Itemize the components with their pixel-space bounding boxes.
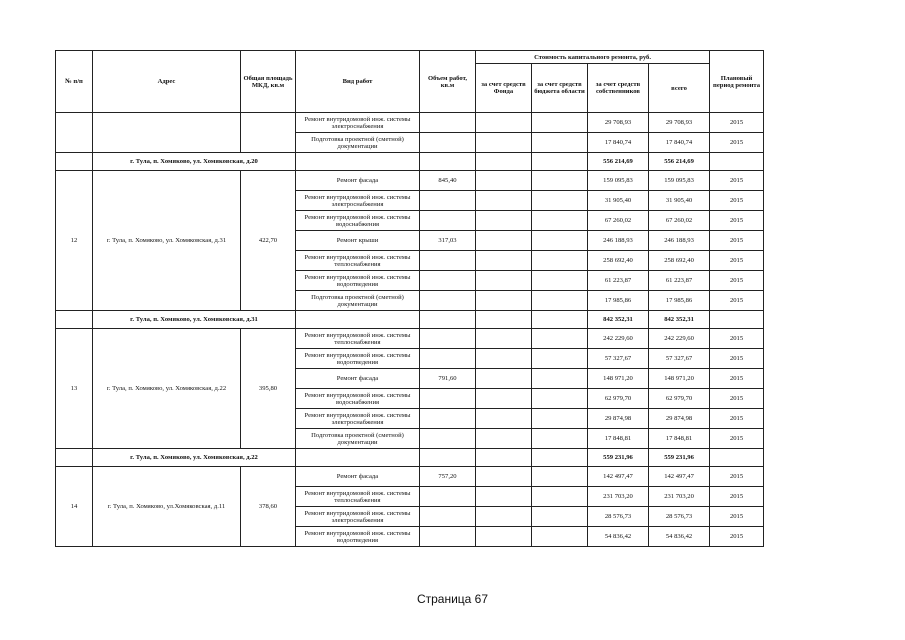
period-cell [710, 311, 764, 329]
total-cell: 62 979,70 [649, 389, 710, 409]
work-cell: Ремонт внутридомовой инж. системы электроснабжения [296, 507, 420, 527]
period-cell: 2015 [710, 409, 764, 429]
subtotal-row [56, 153, 764, 171]
num-cell [56, 153, 93, 171]
region-cell [532, 429, 588, 449]
area-cell: 378,60 [241, 467, 296, 547]
table-row [56, 113, 764, 133]
volume-cell: 791,60 [420, 369, 476, 389]
region-cell [532, 231, 588, 251]
subtotal-owners: 556 214,69 [588, 153, 649, 171]
period-cell: 2015 [710, 211, 764, 231]
period-cell: 2015 [710, 389, 764, 409]
period-cell: 2015 [710, 429, 764, 449]
volume-cell [420, 113, 476, 133]
total-cell: 17 985,86 [649, 291, 710, 311]
owners-cell: 57 327,67 [588, 349, 649, 369]
region-cell [532, 271, 588, 291]
owners-cell: 31 905,40 [588, 191, 649, 211]
volume-cell [420, 153, 476, 171]
period-cell: 2015 [710, 271, 764, 291]
col-header-period: Плановый период ремонта [710, 51, 764, 113]
repair-schedule-page [55, 50, 763, 572]
work-cell: Подготовка проектной (сметной) документации [296, 133, 420, 153]
work-cell: Ремонт внутридомовой инж. системы водоотведения [296, 271, 420, 291]
work-cell [296, 153, 420, 171]
owners-cell: 29 708,93 [588, 113, 649, 133]
fund-cell [476, 527, 532, 547]
subtotal-total: 559 231,96 [649, 449, 710, 467]
col-header-total: всего [649, 64, 710, 113]
table-row [56, 467, 764, 487]
volume-cell: 757,20 [420, 467, 476, 487]
volume-cell: 845,40 [420, 171, 476, 191]
fund-cell [476, 171, 532, 191]
owners-cell: 142 497,47 [588, 467, 649, 487]
col-header-work-type: Вид работ [296, 51, 420, 113]
volume-cell [420, 449, 476, 467]
table-header-row [56, 51, 764, 64]
region-cell [532, 409, 588, 429]
fund-cell [476, 211, 532, 231]
work-cell: Ремонт крыши [296, 231, 420, 251]
fund-cell [476, 429, 532, 449]
col-header-cost-group: Стоимость капитального ремонта, руб. [476, 51, 710, 64]
fund-cell [476, 487, 532, 507]
total-cell: 258 692,40 [649, 251, 710, 271]
owners-cell: 54 836,42 [588, 527, 649, 547]
work-cell: Ремонт внутридомовой инж. системы водоотведения [296, 527, 420, 547]
total-cell: 17 840,74 [649, 133, 710, 153]
period-cell: 2015 [710, 467, 764, 487]
col-header-address: Адрес [93, 51, 241, 113]
region-cell [532, 527, 588, 547]
subtotal-owners: 842 352,31 [588, 311, 649, 329]
owners-cell: 231 703,20 [588, 487, 649, 507]
period-cell: 2015 [710, 291, 764, 311]
volume-cell [420, 429, 476, 449]
period-cell: 2015 [710, 487, 764, 507]
subtotal-address: г. Тула, п. Хомяково, ул. Хомяковская, д.31 [93, 311, 296, 329]
col-header-volume: Объем работ, кв.м [420, 51, 476, 113]
volume-cell [420, 133, 476, 153]
volume-cell [420, 251, 476, 271]
period-cell: 2015 [710, 251, 764, 271]
subtotal-address: г. Тула, п. Хомяково, ул. Хомяковская, д.20 [93, 153, 296, 171]
fund-cell [476, 191, 532, 211]
work-cell: Подготовка проектной (сметной) документации [296, 291, 420, 311]
volume-cell [420, 527, 476, 547]
region-cell [532, 153, 588, 171]
area-cell: 422,70 [241, 171, 296, 311]
work-cell: Ремонт внутридомовой инж. системы водоснабжения [296, 211, 420, 231]
table-row [56, 171, 764, 191]
num-cell [56, 311, 93, 329]
region-cell [532, 369, 588, 389]
owners-cell: 242 229,60 [588, 329, 649, 349]
region-cell [532, 211, 588, 231]
col-header-owners: за счет средств собственников [588, 64, 649, 113]
owners-cell: 62 979,70 [588, 389, 649, 409]
area-cell [241, 113, 296, 153]
period-cell: 2015 [710, 527, 764, 547]
owners-cell: 61 223,87 [588, 271, 649, 291]
total-cell: 61 223,87 [649, 271, 710, 291]
address-cell: г. Тула, п. Хомяково, ул. Хомяковская, д.31 [93, 171, 241, 311]
period-cell: 2015 [710, 171, 764, 191]
work-cell: Ремонт фасада [296, 369, 420, 389]
period-cell: 2015 [710, 507, 764, 527]
period-cell: 2015 [710, 369, 764, 389]
fund-cell [476, 389, 532, 409]
volume-cell [420, 311, 476, 329]
work-cell [296, 449, 420, 467]
owners-cell: 148 971,20 [588, 369, 649, 389]
col-header-area: Общая площадь МКД, кв.м [241, 51, 296, 113]
owners-cell: 258 692,40 [588, 251, 649, 271]
total-cell: 142 497,47 [649, 467, 710, 487]
num-cell: 14 [56, 467, 93, 547]
region-cell [532, 487, 588, 507]
fund-cell [476, 449, 532, 467]
fund-cell [476, 507, 532, 527]
total-cell: 28 576,73 [649, 507, 710, 527]
region-cell [532, 329, 588, 349]
fund-cell [476, 409, 532, 429]
volume-cell [420, 211, 476, 231]
owners-cell: 17 848,81 [588, 429, 649, 449]
fund-cell [476, 329, 532, 349]
total-cell: 17 848,81 [649, 429, 710, 449]
volume-cell [420, 291, 476, 311]
fund-cell [476, 231, 532, 251]
owners-cell: 29 874,98 [588, 409, 649, 429]
total-cell: 242 229,60 [649, 329, 710, 349]
owners-cell: 246 188,93 [588, 231, 649, 251]
work-cell: Ремонт внутридомовой инж. системы теплоснабжения [296, 487, 420, 507]
volume-cell [420, 487, 476, 507]
address-cell: г. Тула, п. Хомяково, ул.Хомяковская, д.11 [93, 467, 241, 547]
work-cell: Ремонт внутридомовой инж. системы теплоснабжения [296, 251, 420, 271]
work-cell: Подготовка проектной (сметной) документации [296, 429, 420, 449]
address-cell: г. Тула, п. Хомяково, ул. Хомяковская, д.22 [93, 329, 241, 449]
region-cell [532, 251, 588, 271]
total-cell: 148 971,20 [649, 369, 710, 389]
region-cell [532, 449, 588, 467]
total-cell: 29 874,98 [649, 409, 710, 429]
owners-cell: 17 840,74 [588, 133, 649, 153]
total-cell: 246 188,93 [649, 231, 710, 251]
total-cell: 57 327,67 [649, 349, 710, 369]
period-cell: 2015 [710, 133, 764, 153]
region-cell [532, 133, 588, 153]
col-header-num: № п/п [56, 51, 93, 113]
fund-cell [476, 311, 532, 329]
subtotal-address: г. Тула, п. Хомяково, ул. Хомяковская, д.22 [93, 449, 296, 467]
address-cell [93, 113, 241, 153]
owners-cell: 67 260,02 [588, 211, 649, 231]
num-cell [56, 449, 93, 467]
work-cell: Ремонт фасада [296, 467, 420, 487]
total-cell: 31 905,40 [649, 191, 710, 211]
period-cell: 2015 [710, 349, 764, 369]
volume-cell [420, 507, 476, 527]
work-cell: Ремонт внутридомовой инж. системы электроснабжения [296, 409, 420, 429]
region-cell [532, 191, 588, 211]
owners-cell: 17 985,86 [588, 291, 649, 311]
volume-cell [420, 389, 476, 409]
work-cell: Ремонт внутридомовой инж. системы электроснабжения [296, 113, 420, 133]
num-cell: 13 [56, 329, 93, 449]
period-cell [710, 449, 764, 467]
volume-cell [420, 191, 476, 211]
region-cell [532, 311, 588, 329]
col-header-region: за счет средств бюджета области [532, 64, 588, 113]
work-cell: Ремонт внутридомовой инж. системы теплоснабжения [296, 329, 420, 349]
col-header-fund: за счет средств Фонда [476, 64, 532, 113]
region-cell [532, 171, 588, 191]
period-cell: 2015 [710, 329, 764, 349]
total-cell: 54 836,42 [649, 527, 710, 547]
fund-cell [476, 133, 532, 153]
period-cell: 2015 [710, 231, 764, 251]
volume-cell [420, 271, 476, 291]
total-cell: 29 708,93 [649, 113, 710, 133]
volume-cell [420, 349, 476, 369]
fund-cell [476, 271, 532, 291]
subtotal-row [56, 449, 764, 467]
fund-cell [476, 291, 532, 311]
work-cell: Ремонт фасада [296, 171, 420, 191]
work-cell: Ремонт внутридомовой инж. системы водоснабжения [296, 389, 420, 409]
region-cell [532, 349, 588, 369]
subtotal-row [56, 311, 764, 329]
page-number: Страница 67 [416, 592, 489, 606]
period-cell: 2015 [710, 113, 764, 133]
volume-cell [420, 409, 476, 429]
volume-cell [420, 329, 476, 349]
region-cell [532, 291, 588, 311]
work-cell: Ремонт внутридомовой инж. системы водоотведения [296, 349, 420, 369]
subtotal-total: 842 352,31 [649, 311, 710, 329]
fund-cell [476, 153, 532, 171]
table-row [56, 329, 764, 349]
region-cell [532, 467, 588, 487]
fund-cell [476, 349, 532, 369]
region-cell [532, 507, 588, 527]
volume-cell: 317,03 [420, 231, 476, 251]
fund-cell [476, 113, 532, 133]
work-cell [296, 311, 420, 329]
region-cell [532, 113, 588, 133]
period-cell: 2015 [710, 191, 764, 211]
total-cell: 159 095,83 [649, 171, 710, 191]
fund-cell [476, 467, 532, 487]
repair-schedule-table [55, 50, 764, 547]
num-cell: 12 [56, 171, 93, 311]
period-cell [710, 153, 764, 171]
total-cell: 231 703,20 [649, 487, 710, 507]
subtotal-owners: 559 231,96 [588, 449, 649, 467]
fund-cell [476, 369, 532, 389]
owners-cell: 28 576,73 [588, 507, 649, 527]
num-cell [56, 113, 93, 153]
subtotal-total: 556 214,69 [649, 153, 710, 171]
work-cell: Ремонт внутридомовой инж. системы электроснабжения [296, 191, 420, 211]
total-cell: 67 260,02 [649, 211, 710, 231]
region-cell [532, 389, 588, 409]
area-cell: 395,80 [241, 329, 296, 449]
fund-cell [476, 251, 532, 271]
owners-cell: 159 095,83 [588, 171, 649, 191]
